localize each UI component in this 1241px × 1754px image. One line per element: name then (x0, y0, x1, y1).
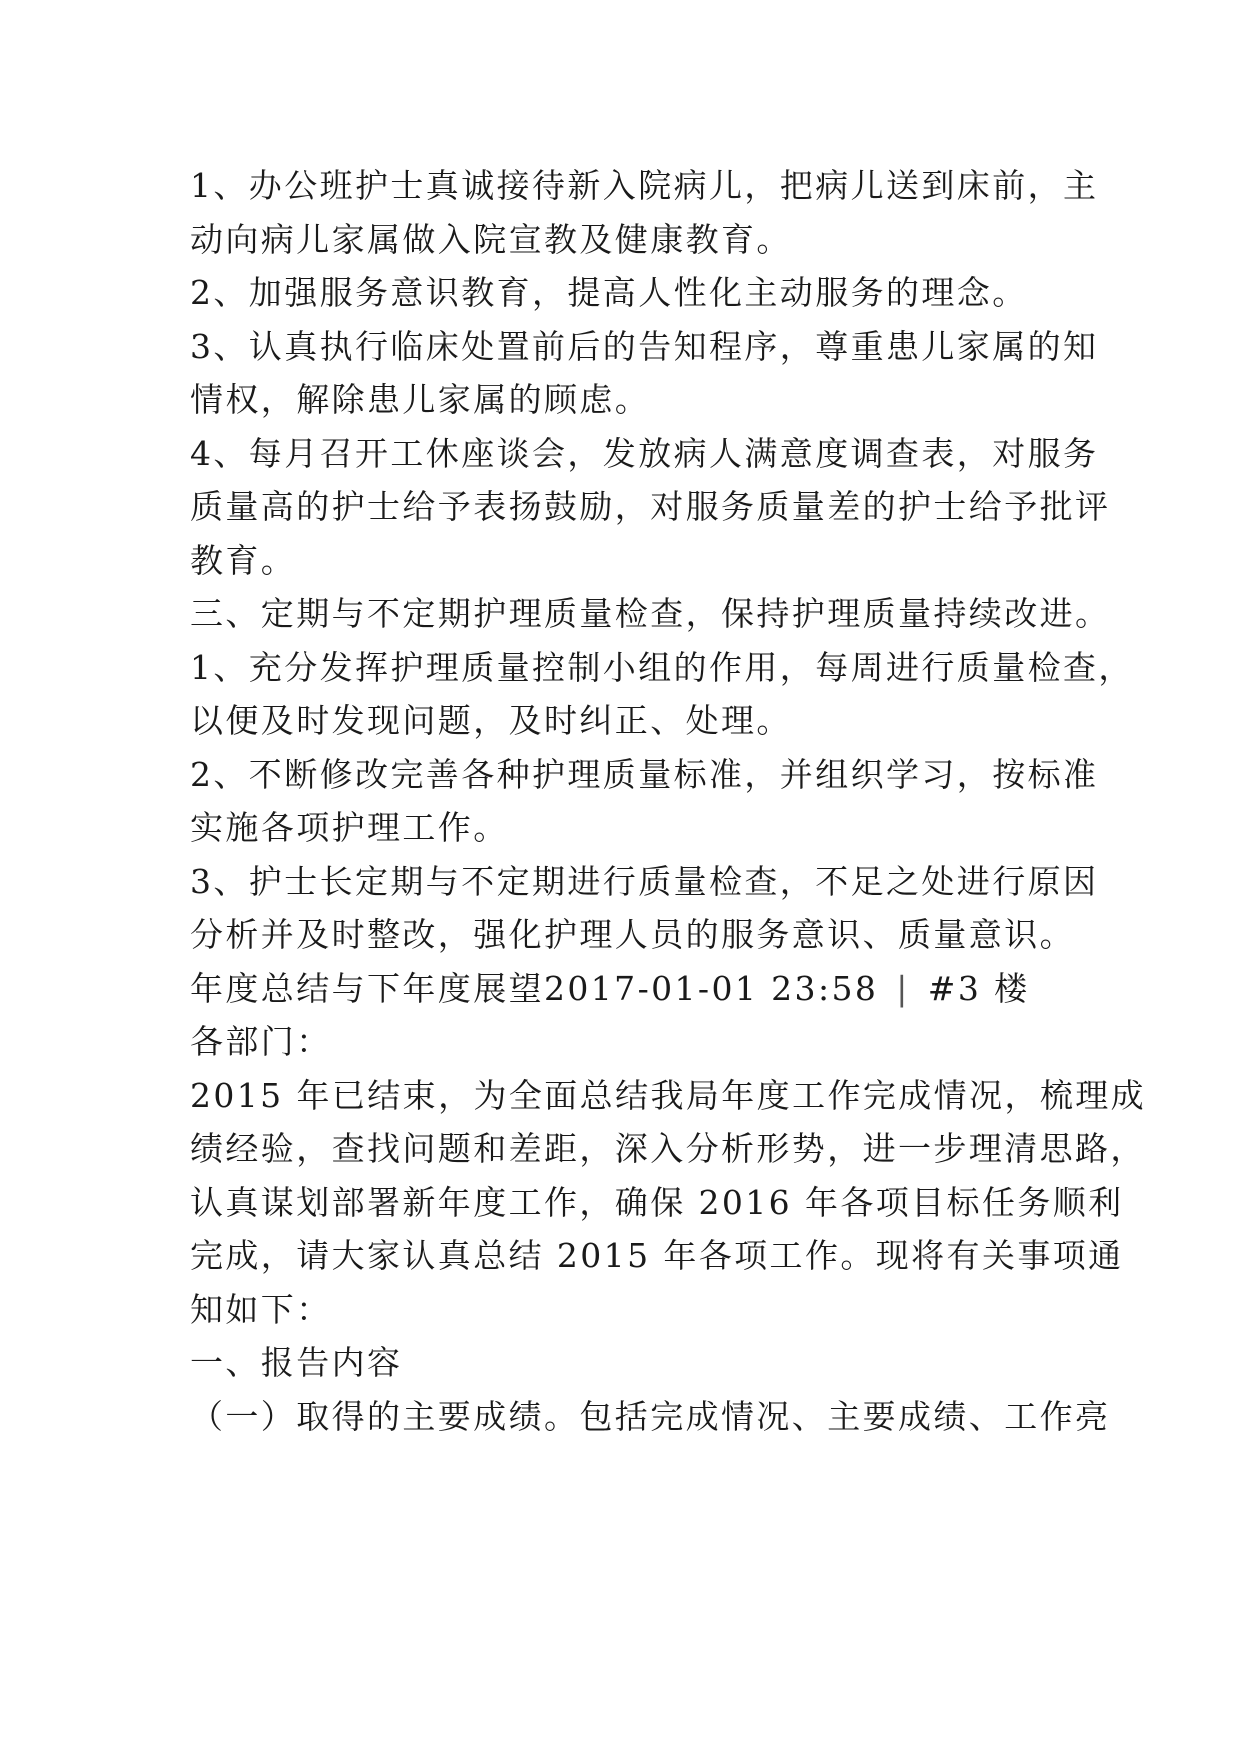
text-line: 情权，解除患儿家属的顾虑。 (190, 380, 651, 419)
text-line: 绩经验，查找问题和差距，深入分析形势，进一步理清思路， (190, 1129, 1146, 1168)
text-line: 认真谋划部署新年度工作，确保 2016 年各项目标任务顺利 (190, 1182, 1124, 1222)
text-line: （一）取得的主要成绩。包括完成情况、主要成绩、工作亮 (190, 1396, 1111, 1436)
post-datetime: 2017-01-01 23:58 (544, 968, 879, 1008)
text-line: 2015 年已结束，为全面总结我局年度工作完成情况，梳理成 (190, 1075, 1147, 1115)
document-body (190, 159, 1147, 1443)
section-heading: 一、报告内容 (190, 1343, 403, 1382)
text-line: 1、办公班护士真诚接待新入院病儿，把病儿送到床前，主 (190, 166, 1099, 205)
text-line: 2、加强服务意识教育，提高人性化主动服务的理念。 (190, 273, 1028, 312)
salutation: 各部门： (190, 1022, 332, 1061)
text-line: 教育。 (190, 540, 297, 580)
post-header (190, 962, 1090, 1016)
text-line: 3、认真执行临床处置前后的告知程序，尊重患儿家属的知 (190, 326, 1099, 366)
text-line: 实施各项护理工作。 (190, 808, 509, 847)
text-line: 3、护士长定期与不定期进行质量检查，不足之处进行原因 (190, 861, 1099, 901)
post-separator: | (896, 968, 910, 1008)
text-line: 以便及时发现问题，及时纠正、处理。 (190, 701, 792, 740)
text-line: 动向病儿家属做入院宣教及健康教育。 (190, 219, 792, 259)
text-line: 完成，请大家认真总结 2015 年各项工作。现将有关事项通 (190, 1236, 1124, 1275)
text-line: 知如下： (190, 1289, 332, 1329)
post-title: 年度总结与下年度展望 (190, 968, 544, 1008)
section-heading: 三、定期与不定期护理质量检查，保持护理质量持续改进。 (190, 594, 1111, 633)
text-line: 分析并及时整改，强化护理人员的服务意识、质量意识。 (190, 915, 1075, 954)
text-line: 4、每月召开工休座谈会，发放病人满意度调查表，对服务 (190, 433, 1099, 473)
text-line: 2、不断修改完善各种护理质量标准，并组织学习，按标准 (190, 754, 1099, 794)
post-floor: #3 楼 (927, 968, 1030, 1008)
text-line: 质量高的护士给予表扬鼓励，对服务质量差的护士给予批评 (190, 487, 1111, 526)
text-line: 1、充分发挥护理质量控制小组的作用，每周进行质量检查， (190, 647, 1134, 687)
